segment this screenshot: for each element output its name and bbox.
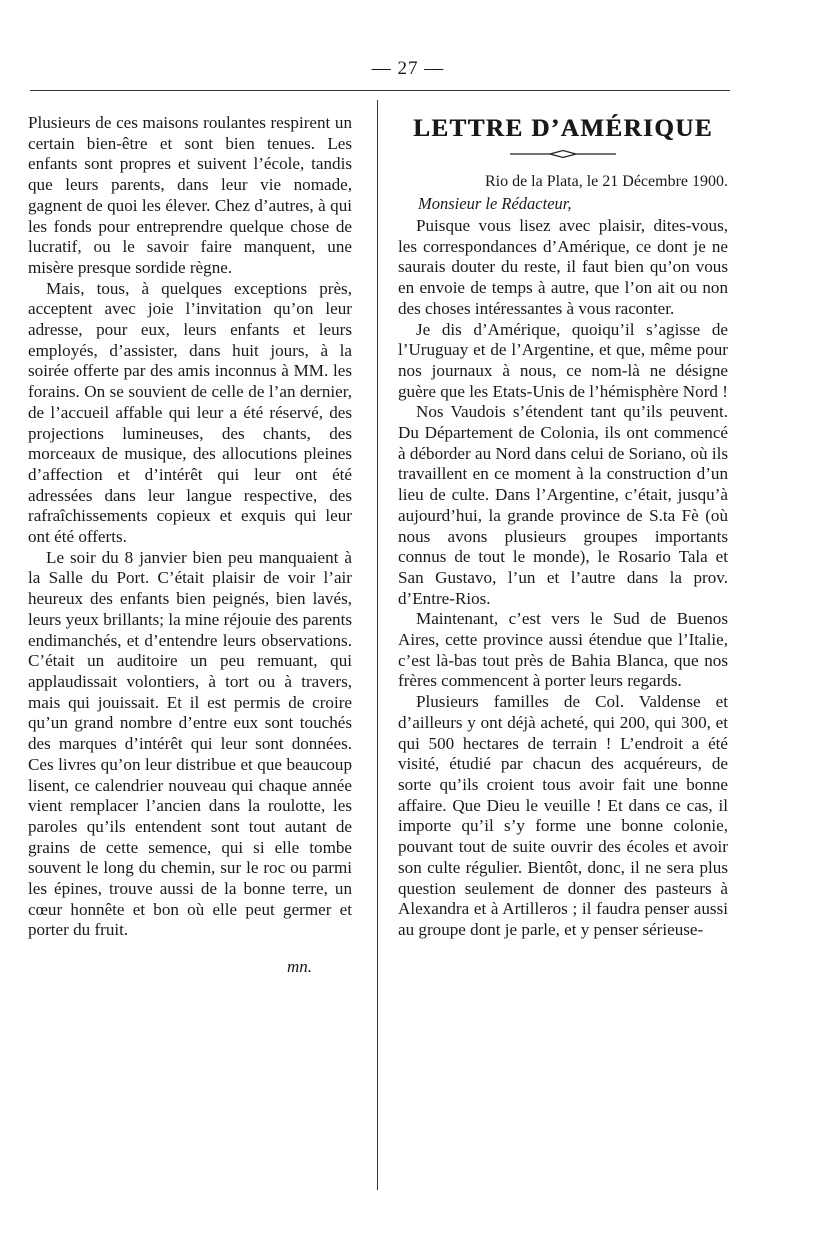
- paragraph: Puisque vous lisez avec plaisir, dites-vous, les correspondances d’Amérique, ce dont je ne saurais douter du reste, il faut bien qu’on vous en envoie de temps à autre, que l’on ait ou non des choses intéressantes à vous raconter.: [398, 216, 728, 318]
- paragraph: Plusieurs de ces maisons roulantes respirent un certain bien-être et sont bien tenues. Les enfants sont propres et suivent l’école, tandis que leurs parents, dans leur vie nomade, gagnent de quoi les élever. Chez d’autres, à qui les fonds pour entreprendre quelque chose de lucratif, ou le savoir faire manquent, une misère presque sordide règne.: [28, 113, 352, 277]
- paragraph: Je dis d’Amérique, quoiqu’il s’agisse de l’Uruguay et de l’Argentine, et que, même pour nos journaux à nous, ce nom-là ne désigne guère que les Etats-Unis de l’hémisphère Nord !: [398, 319, 728, 401]
- paragraph: Nos Vaudois s’étendent tant qu’ils peuvent. Du Département de Colonia, ils ont commencé à déborder au Nord dans celui de Soriano, où ils travaillent en ce moment à la construction d’un lieu de culte. Dans l’Argentine, c’était, jusqu’à aujourd’hui, la grande province de S.ta Fè (où nous avons plusieurs groupes importants connus de tout le monde), le Rosario Tala et San Gustavo, l’un et l’autre dans la prov. d’Entre-Rios.: [398, 402, 728, 608]
- signature: mn.: [286, 957, 312, 977]
- paragraph: Le soir du 8 janvier bien peu manquaient à la Salle du Port. C’était plaisir de voir l’air heureux des enfants bien peignés, bien lavés, leurs yeux brillants; la mine réjouie des parents endimanchés, et d’entendre leurs observations. C’était un auditoire un peu remuant, qui applaudissait volontiers, à tort ou à travers, mais qui jouissait. Et il est permis de croire qu’un grand nombre d’entre eux sont touchés des marques d’intérêt qui leur sont données. Ces livres qu’on leur distribue et que beaucoup lisent, ce calendrier nouveau qui chaque année vient remplacer l’ancien dans la roulotte, les paroles qu’ils entendent sont tout autant de grains de cette semence, qui si elle tombe souvent le long du chemin, sur le roc ou parmi les épines, trouve aussi de la bonne terre, un cœur honnête et bon où elle peut germer et porter du fruit.: [28, 547, 352, 940]
- paragraph: Maintenant, c’est vers le Sud de Buenos Aires, cette province aussi étendue que l’Italie, c’est là-bas tout près de Bahia Blanca, que nos frères commencent à porter leurs regards.: [398, 609, 728, 691]
- header-rule: [30, 90, 730, 91]
- paragraph: Plusieurs familles de Col. Valdense et d’ailleurs y ont déjà acheté, qui 200, qui 300, et qui 500 hectares de terrain ! L’endroit a été visité, étudié par chacun des acquéreurs, de sorte qu’ils croient tous avoir fait une bonne affaire. Que Dieu le veuille ! Et dans ce cas, il importe qu’il s’y forme une bonne colonie, pouvant tout de suite ouvrir des écoles et avoir son culte régulier. Bientôt, donc, il ne sera plus question seulement de donner des pasteurs à Alexandra et à Artilleros ; il faudra penser aussi au groupe dont je parle, et y penser sérieuse-: [398, 692, 728, 939]
- dateline: Rio de la Plata, le 21 Décembre 1900.: [484, 173, 728, 190]
- salutation: Monsieur le Rédacteur,: [418, 194, 572, 213]
- right-column: [398, 113, 728, 941]
- page-number: — 27 —: [371, 58, 445, 79]
- left-column: [28, 113, 352, 977]
- paragraph: Mais, tous, à quelques exceptions près, acceptent avec joie l’invitation qu’on leur adresse, pour eux, leurs enfants et leurs employés, d’assister, dans huit jours, à la soirée offerte par des amis inconnus à MM. les forains. On se souvient de celle de l’an dernier, de l’accueil affable qui leur a été réservé, des projections lumineuses, des chants, des morceaux de musique, des allocutions pleines d’affection et d’intérêt qui leur ont été adressées dans leur langue respective, des rafraîchissements copieux et exquis qui leur ont été offerts.: [28, 278, 352, 547]
- title-ornament: [508, 149, 618, 159]
- article-title: LETTRE D’AMÉRIQUE: [413, 115, 713, 142]
- column-divider: [377, 100, 378, 1190]
